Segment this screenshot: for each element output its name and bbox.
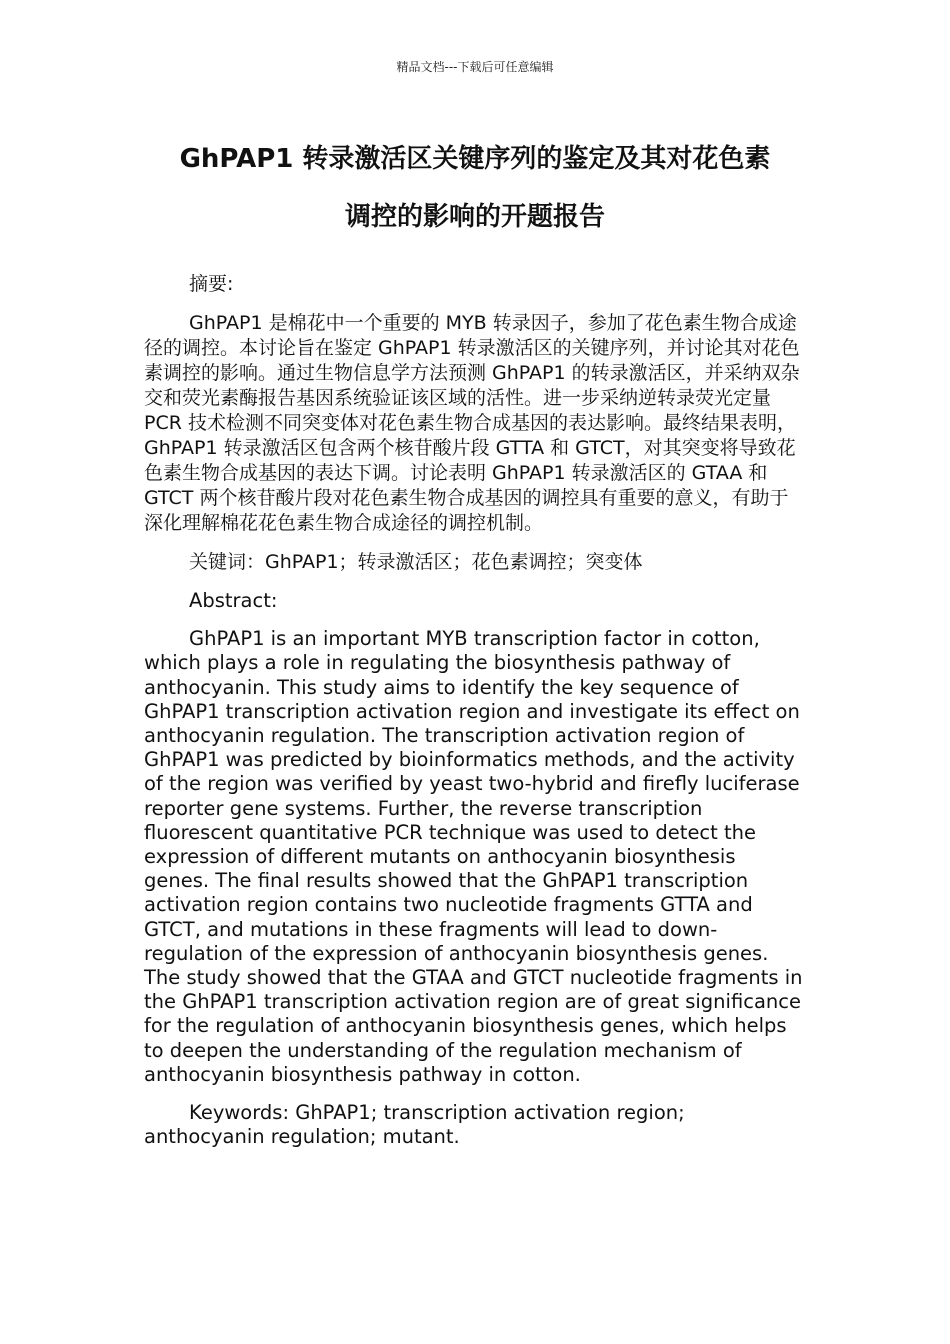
document-body bbox=[144, 272, 806, 1149]
abstract-en-body: GhPAP1 is an important MYB transcription factor in cotton, which plays a role in regulating the biosynthesis pathway of anthocyanin. This study aims to identify the key sequence of GhPAP1 transcription activation region and investigate its effect on anthocyanin regulation. The transcription activation region of GhPAP1 was predicted by bioinformatics methods, and the activity of the region was verified by yeast two-hybrid and firefly luciferase reporter gene systems. Further, the reverse transcription fluorescent quantitative PCR technique was used to detect the expression of different mutants on anthocyanin biosynthesis genes. The final results showed that the GhPAP1 transcription activation region contains two nucleotide fragments GTTA and GTCT, and mutations in these fragments will lead to down-regulation of the expression of anthocyanin biosynthesis genes. The study showed that the GTAA and GTCT nucleotide fragments in the GhPAP1 transcription activation region are of great significance for the regulation of anthocyanin biosynthesis genes, which helps to deepen the understanding of the regulation mechanism of anthocyanin biosynthesis pathway in cotton. bbox=[144, 627, 803, 1086]
title-line-1: GhPAP1 转录激活区关键序列的鉴定及其对花色素 bbox=[179, 144, 771, 174]
abstract-cn-body: GhPAP1 是棉花中一个重要的 MYB 转录因子，参加了花色素生物合成途径的调控。本讨论旨在鉴定 GhPAP1 转录激活区的关键序列，并讨论其对花色素调控的影响。通过生物信息学方法预测 GhPAP1 的转录激活区，并采纳双杂交和荧光素酶报告基因系统验证该区域的活性。进一步采纳逆转录荧光定量 PCR 技术检测不同突变体对花色素生物合成基因的表达影响。最终结果表明，GhPAP1 转录激活区包含两个核苷酸片段 GTTA 和 GTCT，对其突变将导致花色素生物合成基因的表达下调。讨论表明 GhPAP1 转录激活区的 GTAA 和 GTCT 两个核苷酸片段对花色素生物合成基因的调控具有重要的意义，有助于深化理解棉花花色素生物合成途径的调控机制。 bbox=[144, 312, 800, 534]
abstract-en-heading: Abstract: bbox=[189, 589, 278, 612]
keywords-en: Keywords: GhPAP1; transcription activation region; anthocyanin regulation; mutant. bbox=[144, 1101, 685, 1149]
header-note: 精品文档---下载后可任意编辑 bbox=[396, 60, 554, 74]
keywords-cn: 关键词：GhPAP1；转录激活区；花色素调控；突变体 bbox=[189, 551, 643, 573]
abstract-cn-heading: 摘要: bbox=[189, 273, 234, 295]
title-line-2: 调控的影响的开题报告 bbox=[344, 202, 605, 232]
